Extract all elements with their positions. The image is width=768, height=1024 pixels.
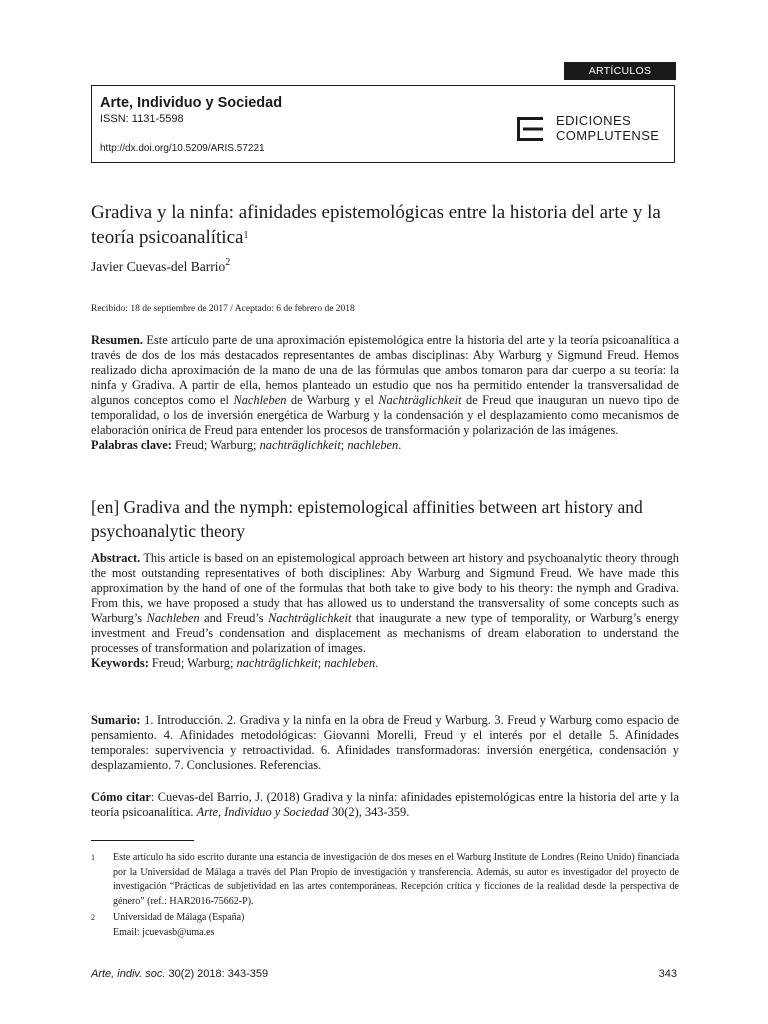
keyword-term: nachträglichkeit [236,656,318,670]
author-footnote-ref[interactable]: 2 [225,257,231,268]
keywords-separator: ; [317,656,325,670]
received-dates: Recibido: 18 de septiembre de 2017 / Aceptado: 6 de febrero de 2018 [91,304,355,314]
keyword-term: nachleben [324,656,376,670]
footnote-2 [91,911,679,940]
publisher-name-line2: COMPLUTENSE [556,128,660,143]
keywords [91,656,679,671]
article-title [91,200,681,250]
sumario-text: 1. Introducción. 2. Gradiva y la ninfa en la obra de Freud y Warburg. 3. Freud y Warburg como espacio de pensamiento. 4. Afinidades metodológicas: Giovanni Morelli, Freud y el interés por el detalle 5. Afinidades temporales: supervivencia y retroactividad. 6. Afinidades transformadoras: inversión energética, condensación y desplazamiento. 7. Conclusiones. Referencias. [91,713,679,772]
english-title: [en] Gradiva and the nymph: epistemological affinities between art history and psychoanalytic theory [91,497,643,541]
keyword-term: nachträglichkeit [259,438,341,452]
author [91,259,230,275]
footnote-text: Universidad de Málaga (España) [113,912,245,923]
footnotes [91,851,679,942]
footnote-1 [91,851,679,909]
keywords-label: Keywords: [91,656,149,670]
footnote-number: 2 [91,913,95,922]
resumen-term: Nachleben [233,393,287,407]
abstract-term: Nachträglichkeit [268,611,352,625]
sumario-paragraph [91,713,679,773]
resumen-text: de Freud que inauguran un nuevo tipo de temporalidad, o los de inversión energética de Warburg y la condensación y el desplazamiento como mecanismos de elaboración onírica de Freud para entender los procesos de transformación y polarización de las imágenes. [91,393,679,437]
resumen-term: Nachträglichkeit [378,393,462,407]
footnote-number: 1 [91,853,95,862]
keywords-text: Freud; Warburg; [148,656,237,670]
keywords-text: Freud; Warburg; [171,438,260,452]
journal-name: Arte, Individuo y Sociedad [100,95,283,111]
keywords-label: Palabras clave: [91,438,172,452]
resumen-text: Este artículo parte de una aproximación epistemológica entre la historia del arte y la teoría psicoanalítica a través de dos de los más destacados representantes de ambas disciplinas: Aby Warburg y Sigmund Freud. Hemos realizado dicha aproximación de la mano de una de las fórmulas que ambos tomaron para dar cuerpo a su teoría: la ninfa y Gradiva. A partir de ella, hemos planteado un estudio que nos ha permitido entender la transversalidad de algunos conceptos como el [91,333,679,407]
ediciones-complutense-icon [516,116,544,142]
keywords-end: . [375,656,379,670]
title-footnote-ref[interactable]: 1 [243,230,249,241]
article-title-text: Gradiva y la ninfa: afinidades epistemológicas entre la historia del arte y la teoría psicoanalítica [91,202,661,248]
resumen-label: Resumen. [91,333,143,347]
citation-label: Cómo citar [91,790,151,804]
running-footer: Arte, indiv. soc. 30(2) 2018: 343-359 [91,968,269,980]
abstract-label: Abstract. [91,551,141,565]
citation-section [91,790,679,820]
abstract-section [91,551,679,671]
footnote-email[interactable]: Email: jcuevasb@uma.es [113,926,215,938]
keywords-end: . [398,438,402,452]
resumen-section [91,333,679,453]
section-badge: ARTÍCULOS [564,62,676,80]
abstract-text: and Freud’s [199,611,269,625]
resumen-text: de Warburg y el [286,393,379,407]
citation-text: : Cuevas-del Barrio, J. (2018) Gradiva y la ninfa: afinidades epistemológicas entre la historia del arte y la teoría psicoanalítica. [91,790,679,819]
publisher-logo [516,113,666,145]
footnote-text: Este artículo ha sido escrito durante una estancia de investigación de dos meses en el Warburg Institute de Londres (Reino Unido) financiada por la Universidad de Málaga a través del Plan Propio de investigación y transferencia. Además, su autor es investigador del proyecto de investigación “Prácticas de subjetividad en las artes contemporáneas. Recepción crítica y ficciones de la realidad desde la perspectiva de género” (ref.: HAR2016-75662-P). [113,852,679,907]
abstract-term: Nachleben [146,611,200,625]
citation-journal: Arte, Individuo y Sociedad [196,805,329,819]
citation-ref: 30(2), 343-359. [328,805,410,819]
doi-link[interactable]: http://dx.doi.org/10.5209/ARIS.57221 [100,143,265,154]
journal-header [91,85,675,163]
abstract-text: that inaugurate a new type of temporality, or Warburg’s energy investment and Freud’s condensation and displacement as mechanisms of dream elaboration to understand the processes of transformation and polarization of images. [91,611,679,655]
sumario-section [91,713,679,773]
keyword-term: nachleben [347,438,399,452]
resumen-paragraph [91,333,679,438]
palabras-clave [91,438,679,453]
footnote-divider [91,840,194,841]
abstract-paragraph [91,551,679,656]
footer-journal-abbrev: Arte, indiv. soc. [91,968,166,980]
publisher-name-line1: EDICIONES [556,113,632,128]
author-name: Javier Cuevas-del Barrio [91,259,226,274]
page-number: 343 [658,968,677,980]
journal-issn: ISSN: 1131-5598 [100,113,184,125]
keywords-separator: ; [340,438,348,452]
sumario-label: Sumario: [91,713,141,727]
citation-paragraph [91,790,679,820]
abstract-text: This article is based on an epistemological approach between art history and psychoanalytic theory through the most outstanding representatives of both disciplines: Aby Warburg and Sigmund Freud. We have made this approximation by the hand of one of the formulas that both take to give body to his theory: the nymph and Gradiva. From this, we have proposed a study that has allowed us to understand the transversality of some concepts such as Warburg’s [91,551,679,625]
